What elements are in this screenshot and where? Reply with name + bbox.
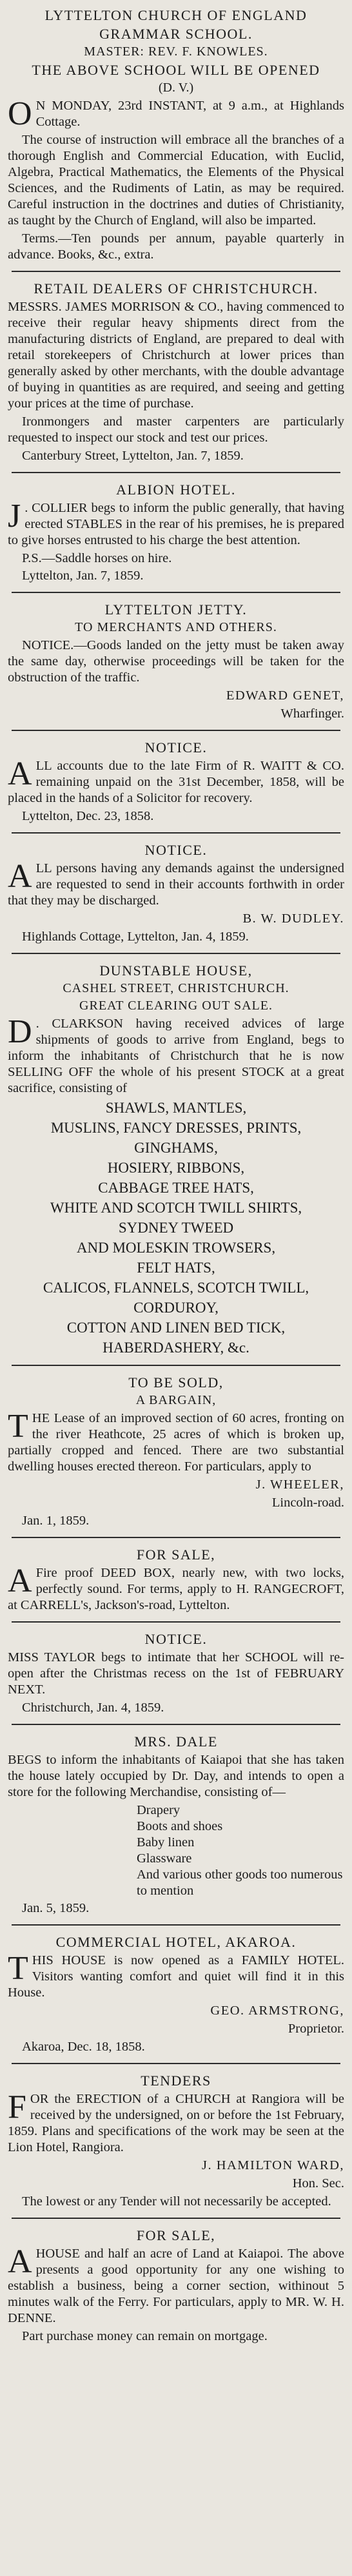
ad-signature-role: Wharfinger. xyxy=(280,707,344,721)
ad-paragraph: ALL persons having any demands against the undersigned are requested to send in their accounts forthwith in order that they may be discharged. xyxy=(8,858,344,908)
divider xyxy=(12,472,340,473)
goods-line: GINGHAMS, xyxy=(134,1140,218,1156)
ad-dateline: Akaroa, Dec. 18, 1858. xyxy=(22,2040,145,2054)
drop-cap: J xyxy=(8,498,21,534)
drop-cap: A xyxy=(8,2243,32,2280)
drop-cap: T xyxy=(8,1950,28,1987)
ad-paragraph: A HOUSE and half an acre of Land at Kaiapoi. The above presents a good opportunity for any one wishing to establish a business, being a corner section, withinout 5 minutes walk of the Ferry. For particulars, apply to MR. W. H. DENNE. xyxy=(8,2243,344,2325)
ad-heading: FOR SALE, xyxy=(136,2227,216,2243)
goods-line: FELT HATS, xyxy=(137,1260,215,1276)
merchandise-item: Boots and shoes xyxy=(137,1819,223,1833)
ad-paragraph: D . CLARKSON having received advices of large shipments of goods to arrive from England, begs to inform the inhabitants of Christchurch that he is now SELLING OFF the whole of his present STOCK at a great sacrifice, consisting of xyxy=(8,1013,344,1095)
goods-line: SHAWLS, MANTLES, xyxy=(105,1100,247,1116)
ad-dateline: Lyttelton, Jan. 7, 1859. xyxy=(22,569,144,583)
ad-heading: COMMERCIAL HOTEL, AKAROA. xyxy=(55,1934,297,1950)
ad-signature-role: Proprietor. xyxy=(288,2022,344,2036)
ad-paragraph: Ironmongers and master carpenters are particularly requested to inspect our stock and test our prices. xyxy=(8,415,344,445)
ad-dateline: Jan. 5, 1859. xyxy=(22,1901,90,1915)
ad-miss-taylor xyxy=(8,1630,344,1716)
divider xyxy=(12,592,340,593)
ad-paragraph: O N MONDAY, 23rd INSTANT, at 9 a.m., at Highlands Cottage. xyxy=(8,95,344,132)
goods-line: HOSIERY, RIBBONS, xyxy=(107,1160,245,1176)
ad-dateline: Jan. 1, 1859. xyxy=(22,1514,90,1528)
ad-heading: NOTICE. xyxy=(144,739,208,756)
ad-paragraph: The course of instruction will embrace all the branches of a thorough English and Commercial Education, with Euclid, Algebra, Practical Mathematics, the Elements of the Physical Sciences, and the Rudiments of Latin, as may be required. Careful instruction in the doctrines and duties of Christianity, as taught by the Church of England, will also be imparted. xyxy=(8,133,344,228)
ad-paragraph: MESSRS. JAMES MORRISON & CO., having commenced to receive their regular heavy shipments direct from the manufacturing districts of England, are prepared to deal with retail storekeepers of Christchurch at lower prices than generally asked by other merchants, with the double advantage of buying in quantities as are required, and seeing and getting your prices at the time of purchase. xyxy=(8,300,344,411)
ad-master-line: MASTER: REV. F. KNOWLES. xyxy=(84,44,268,59)
ad-paragraph: THIS HOUSE is now opened as a FAMILY HOTEL. Visitors wanting comfort and quiet will find it in this House. xyxy=(8,1950,344,2000)
ad-lyttelton-jetty xyxy=(8,601,344,722)
divider xyxy=(12,1924,340,1926)
ad-heading: FOR SALE, xyxy=(136,1547,216,1563)
ad-dateline: Christchurch, Jan. 4, 1859. xyxy=(22,1701,164,1715)
ad-dateline: Highlands Cottage, Lyttelton, Jan. 4, 1859. xyxy=(22,930,249,944)
goods-line: CALICOS, FLANNELS, SCOTCH TWILL, xyxy=(43,1280,309,1296)
ad-subheading: TO MERCHANTS AND OTHERS. xyxy=(75,620,277,634)
ad-morrison xyxy=(8,280,344,464)
ad-heading: LYTTELTON JETTY. xyxy=(104,601,248,618)
divider xyxy=(12,271,340,272)
ad-signature: J. WHEELER, xyxy=(255,1478,344,1492)
drop-cap: A xyxy=(8,1563,32,1599)
ad-heading: TENDERS xyxy=(141,2073,211,2089)
ad-paragraph: The lowest or any Tender will not necessarily be accepted. xyxy=(22,2194,331,2209)
ad-paragraph: A Fire proof DEED BOX, nearly new, with two locks, perfectly sound. For terms, apply to H. RANGECROFT, at CARRELL's, Jackson's-road, Lyttelton. xyxy=(8,1563,344,1612)
goods-line: SYDNEY TWEED xyxy=(118,1220,234,1236)
ad-paragraph: MISS TAYLOR begs to intimate that her SCHOOL will re-open after the Christmas recess on the 1st of FEBRUARY NEXT. xyxy=(8,1650,344,1697)
ad-signature: J. HAMILTON WARD, xyxy=(201,2158,344,2172)
ad-heading: MRS. DALE xyxy=(134,1733,218,1750)
ad-postscript: P.S.—Saddle horses on hire. xyxy=(22,551,172,565)
drop-cap: A xyxy=(8,858,32,895)
ad-grammar-school xyxy=(8,6,344,263)
ad-heading: LYTTELTON CHURCH OF ENGLAND xyxy=(44,7,308,23)
goods-line: COTTON AND LINEN BED TICK, xyxy=(66,1320,286,1336)
drop-cap: D xyxy=(8,1013,32,1050)
divider xyxy=(12,1365,340,1366)
ad-paragraph: FOR the ERECTION of a CHURCH at Rangiora will be received by the undersigned, on or before the 1st February, 1859. Plans and specifications of the work may be seen at the Lion Hotel, Rangiora. xyxy=(8,2089,344,2154)
merchandise-item: Glassware xyxy=(137,1851,192,1866)
goods-line: WHITE AND SCOTCH TWILL SHIRTS, xyxy=(50,1200,302,1216)
ad-paragraph: THE Lease of an improved section of 60 acres, fronting on the river Heathcote, 25 acres of which is broken up, partially cropped and fenced. There are two substantial dwelling houses erected thereon. For particulars, apply to xyxy=(8,1408,344,1474)
ad-signature-role: Lincoln-road. xyxy=(271,1496,344,1510)
drop-cap: O xyxy=(8,95,32,132)
ad-heading: DUNSTABLE HOUSE, xyxy=(99,962,253,979)
ad-heading: ALBION HOTEL. xyxy=(116,482,236,498)
drop-cap: T xyxy=(8,1408,28,1445)
ad-dunstable-house xyxy=(8,962,344,1357)
divider xyxy=(12,2218,340,2219)
ad-heading: RETAIL DEALERS OF CHRISTCHURCH. xyxy=(34,280,318,297)
drop-cap: F xyxy=(8,2089,26,2125)
ad-signature: B. W. DUDLEY. xyxy=(242,912,344,926)
divider xyxy=(12,1537,340,1538)
ad-dudley-notice xyxy=(8,841,344,945)
ad-signature: EDWARD GENET, xyxy=(226,688,344,703)
ad-subheading: CASHEL STREET, CHRISTCHURCH. xyxy=(63,981,289,995)
divider xyxy=(12,953,340,954)
ad-kaiapoi-house xyxy=(8,2227,344,2345)
ad-tenders xyxy=(8,2072,344,2210)
ad-deed-box xyxy=(8,1546,344,1614)
ad-signature: GEO. ARMSTRONG, xyxy=(210,2004,344,2018)
ad-dateline: Lyttelton, Dec. 23, 1858. xyxy=(22,809,154,823)
ad-paragraph: Terms.—Ten pounds per annum, payable quarterly in advance. Books, &c., extra. xyxy=(8,231,344,262)
goods-line: AND MOLESKIN TROWSERS, xyxy=(76,1240,276,1256)
ad-heading: TO BE SOLD, xyxy=(128,1374,224,1390)
merchandise-item: Baby linen xyxy=(137,1835,195,1849)
ad-deo-volente: (D. V.) xyxy=(158,81,194,95)
ad-subheading: A BARGAIN, xyxy=(135,1393,217,1407)
divider xyxy=(12,1621,340,1623)
ad-heading: NOTICE. xyxy=(144,1631,208,1647)
ad-subheading: GREAT CLEARING OUT SALE. xyxy=(79,999,273,1013)
ad-lease-bargain xyxy=(8,1374,344,1529)
divider xyxy=(12,832,340,834)
goods-line: CORDUROY, xyxy=(133,1300,219,1316)
divider xyxy=(12,2063,340,2064)
goods-line: CABBAGE TREE HATS, xyxy=(98,1180,254,1196)
ad-commercial-hotel xyxy=(8,1933,344,2055)
goods-line: HABERDASHERY, &c. xyxy=(103,1340,249,1356)
ad-albion-hotel xyxy=(8,481,344,584)
goods-line: MUSLINS, FANCY DRESSES, PRINTS, xyxy=(50,1120,302,1136)
merchandise-item: Drapery xyxy=(137,1803,181,1817)
ad-paragraph: J . COLLIER begs to inform the public generally, that having erected STABLES in the rear of his premises, he is prepared to give horses entrusted to his charge the best attention. xyxy=(8,498,344,547)
ad-waitt-notice xyxy=(8,739,344,825)
ad-mrs-dale xyxy=(8,1733,344,1917)
divider xyxy=(12,1724,340,1725)
ad-heading: NOTICE. xyxy=(144,842,208,858)
ad-signature-role: Hon. Sec. xyxy=(292,2176,344,2191)
ad-paragraph: ALL accounts due to the late Firm of R. WAITT & CO. remaining unpaid on the 31st December, 1858, will be placed in the hands of a Solicitor for recovery. xyxy=(8,756,344,805)
ad-heading: GRAMMAR SCHOOL. xyxy=(99,26,253,42)
ad-announcement: THE ABOVE SCHOOL WILL BE OPENED xyxy=(32,62,320,78)
divider xyxy=(12,730,340,731)
merchandise-item: And various other goods too numerous to mention xyxy=(137,1868,343,1898)
ad-paragraph: BEGS to inform the inhabitants of Kaiapoi that she has taken the house lately occupied by Dr. Day, and intends to open a store for the following Merchandise, consisting of— xyxy=(8,1753,344,1799)
ad-paragraph: NOTICE.—Goods landed on the jetty must be taken away the same day, otherwise proceedings will be taken for the obstruction of the traffic. xyxy=(8,638,344,685)
ad-paragraph: Part purchase money can remain on mortgage. xyxy=(22,2329,268,2343)
drop-cap: A xyxy=(8,756,32,792)
ad-dateline: Canterbury Street, Lyttelton, Jan. 7, 1859. xyxy=(22,449,244,463)
